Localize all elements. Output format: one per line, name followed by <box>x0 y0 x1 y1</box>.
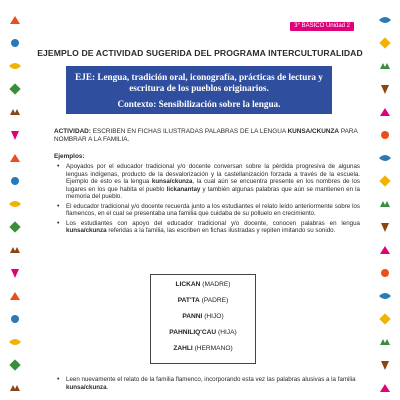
eje-heading <box>66 66 332 94</box>
word-meaning: (PADRE) <box>199 297 229 304</box>
leaf-glyph-icon <box>8 60 22 72</box>
diamond-glyph-icon <box>378 175 392 187</box>
diamond-glyph-icon <box>8 359 22 371</box>
word: LICKAN <box>175 281 201 288</box>
flamenco-glyph-icon <box>8 267 22 279</box>
item-text: Los estudiantes con apoyo del educador tradicional y/o docente, conocen palabras en lengua <box>66 219 360 227</box>
mountain-glyph-icon <box>378 198 392 210</box>
examples-list <box>66 163 360 237</box>
list-item <box>66 203 360 218</box>
list-item <box>66 376 360 391</box>
word-row <box>151 309 255 325</box>
item-text: El educador tradicional y/o docente recuerda junto a los estudiantes el relato leído anteriormente sobre los flamencos, en el cual se presentaba una familia que cuidaba de su polluelo en crecimiento. <box>66 202 360 217</box>
leaf-glyph-icon <box>8 198 22 210</box>
item-bold: lickanantay <box>166 185 201 193</box>
unit-tag: 3° BÁSICO Unidad 2 <box>290 22 354 31</box>
word-row <box>151 341 255 357</box>
word-meaning: (HIJA) <box>216 329 237 336</box>
word-row <box>151 293 255 309</box>
right-decorative-border <box>374 8 396 400</box>
circle-glyph-icon <box>8 37 22 49</box>
activity-text-1: ESCRIBEN EN FICHAS ILUSTRADAS PALABRAS DE LA LENGUA <box>90 128 288 135</box>
mountain-glyph-icon <box>378 336 392 348</box>
word: PAT'TA <box>177 297 200 304</box>
diamond-glyph-icon <box>8 83 22 95</box>
eje-line-1: EJE: Lengua, tradición oral, iconografía, prácticas de lectura y <box>75 72 323 82</box>
word-meaning: (MADRE) <box>200 281 231 288</box>
left-decorative-border <box>4 8 26 400</box>
circle-glyph-icon <box>8 313 22 325</box>
triangle-glyph-icon <box>378 106 392 118</box>
diamond-glyph-icon <box>378 313 392 325</box>
leaf-glyph-icon <box>8 336 22 348</box>
mountain-glyph-icon <box>8 106 22 118</box>
final-list <box>66 376 360 391</box>
word-meaning: (HERMANO) <box>192 345 233 352</box>
item-text: Leen nuevamente el relato de la familia flamenco, incorporando esta vez las palabras alusivas a la familia <box>66 376 356 383</box>
item-text: Apoyados por el educador tradicional y/o docente conversan sobre la pérdida progresiva de algunas lenguas indígenas, producto de la desvalorización y la castellanización forzada a través de la escuela. Ejemplo de esto es la lengua <box>66 163 360 185</box>
flamenco-glyph-icon <box>378 221 392 233</box>
eje-banner <box>66 66 332 114</box>
flamenco-glyph-icon <box>8 129 22 141</box>
triangle-glyph-icon <box>8 290 22 302</box>
item-text: . <box>106 383 109 391</box>
item-text: referidas a la familia, las escriben en fichas ilustradas y repiten imitando su sonido. <box>106 227 336 234</box>
activity-language: KUNSA/CKUNZA <box>287 128 340 135</box>
mountain-glyph-icon <box>8 244 22 256</box>
circle-glyph-icon <box>378 267 392 279</box>
item-bold: kunsa/ckunza <box>66 383 107 391</box>
word: ZAHLI <box>173 345 193 352</box>
diamond-glyph-icon <box>8 221 22 233</box>
triangle-glyph-icon <box>8 14 22 26</box>
flamenco-glyph-icon <box>378 359 392 371</box>
list-item <box>66 220 360 235</box>
triangle-glyph-icon <box>8 152 22 164</box>
triangle-glyph-icon <box>378 382 392 394</box>
triangle-glyph-icon <box>378 244 392 256</box>
document-title: EJEMPLO DE ACTIVIDAD SUGERIDA DEL PROGRAMA INTERCULTURALIDAD <box>37 48 363 58</box>
activity-description <box>54 128 360 143</box>
circle-glyph-icon <box>378 129 392 141</box>
word-meaning: (HIJO) <box>202 313 224 320</box>
family-words-box <box>150 274 256 364</box>
leaf-glyph-icon <box>378 290 392 302</box>
leaf-glyph-icon <box>378 14 392 26</box>
flamenco-glyph-icon <box>378 83 392 95</box>
item-text: y también algunas palabras que aún se mantienen en la memoria del pueblo. <box>66 185 360 200</box>
eje-line-2: escritura de los pueblos originarios. <box>129 83 269 93</box>
activity-text-2: PARA NOMBRAR A LA FAMILIA. <box>54 128 358 143</box>
leaf-glyph-icon <box>378 152 392 164</box>
mountain-glyph-icon <box>378 60 392 72</box>
word: PANNI <box>182 313 203 320</box>
list-item <box>66 163 360 201</box>
examples-label: Ejemplos: <box>54 153 85 160</box>
context-heading: Contexto: Sensibilización sobre la lengua. <box>117 99 281 109</box>
diamond-glyph-icon <box>378 37 392 49</box>
word: PAHNILIQ'CAU <box>169 329 217 336</box>
item-bold: kunsa/ckunza <box>151 178 193 185</box>
circle-glyph-icon <box>8 175 22 187</box>
mountain-glyph-icon <box>8 382 22 394</box>
word-row <box>151 277 255 293</box>
item-bold: kunsa/ckunza <box>66 227 107 234</box>
item-text: , la cual aún se encuentra presente en los nombres de los lugares en los que habita el pueblo <box>66 178 360 193</box>
word-row <box>151 325 255 341</box>
activity-label: ACTIVIDAD: <box>54 128 91 135</box>
